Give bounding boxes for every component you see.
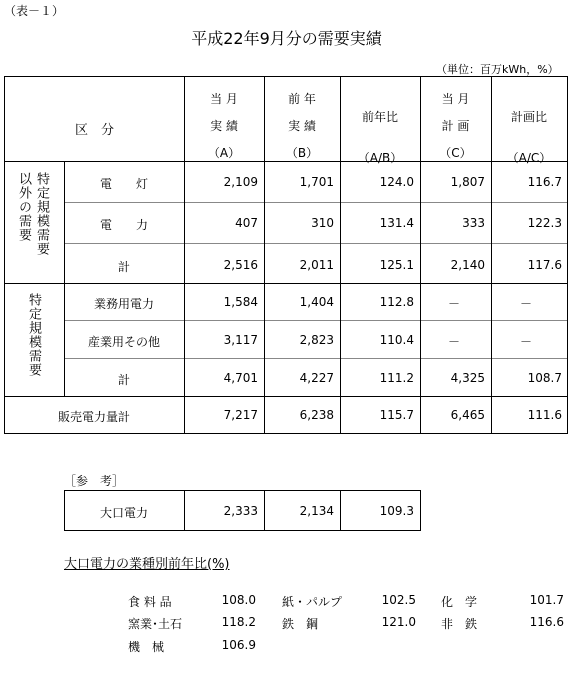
header-kubun: 区 分 [75, 123, 115, 138]
header-col-ac: 計画比 （A/C） [506, 110, 552, 165]
header-col-c: 当 月 計 画 （C） [439, 92, 472, 160]
group1-label-right: 特定規模需要 [34, 172, 49, 256]
page-title: 平成22年9月分の需要実績 [191, 29, 382, 48]
reference-heading: ［参 考］ [64, 474, 125, 488]
header-col-ab: 前年比 （A/B） [357, 110, 403, 165]
industry-heading: 大口電力の業種別前年比(%) [64, 557, 230, 572]
unit-note: （単位：百万kWh，%） [436, 63, 559, 76]
table-label: （表－１） [4, 4, 65, 18]
group1-label-left: 以外の需要 [16, 172, 31, 242]
header-col-b: 前 年 実 績 （B） [285, 92, 319, 160]
group2-label: 特定規模需要 [26, 293, 41, 377]
header-col-a: 当 月 実 績 （A） [207, 92, 241, 160]
